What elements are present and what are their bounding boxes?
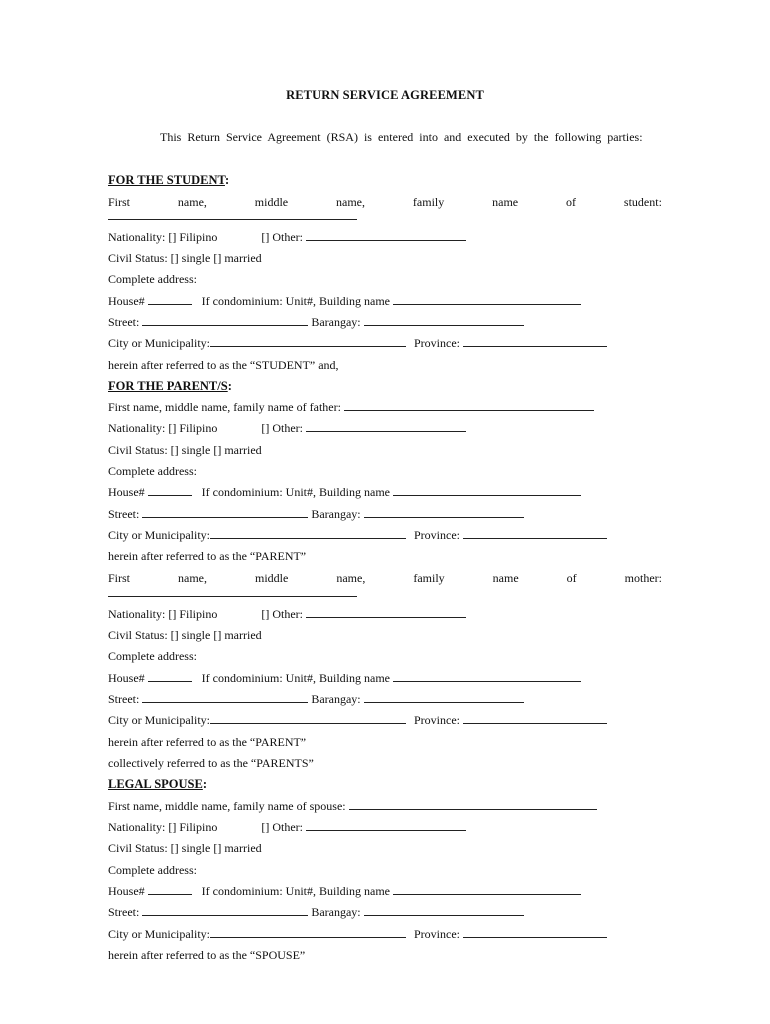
city-field[interactable] bbox=[210, 527, 406, 539]
nationality-other-checkbox[interactable]: [] Other: bbox=[261, 421, 303, 435]
province-field[interactable] bbox=[463, 527, 607, 539]
document-title: RETURN SERVICE AGREEMENT bbox=[286, 88, 484, 102]
nationality-filipino-checkbox[interactable]: Nationality: [] Filipino bbox=[108, 607, 218, 621]
student-civil-status[interactable]: Civil Status: [] single [] married bbox=[108, 251, 262, 265]
nationality-filipino-checkbox[interactable]: Nationality: [] Filipino bbox=[108, 230, 218, 244]
barangay-field[interactable] bbox=[364, 506, 524, 518]
barangay-field[interactable] bbox=[364, 314, 524, 326]
mother-name-word: First bbox=[108, 571, 131, 585]
mother-name-word: mother: bbox=[624, 571, 662, 585]
student-name-word: student: bbox=[623, 195, 662, 209]
father-address-label: Complete address: bbox=[108, 464, 197, 478]
street-label: Street: bbox=[108, 507, 140, 521]
house-label: House# bbox=[108, 294, 145, 308]
parents-section-heading: FOR THE PARENT/S: bbox=[108, 379, 232, 393]
street-field[interactable] bbox=[142, 691, 308, 703]
parents-heading-text: FOR THE PARENT/S bbox=[108, 379, 228, 393]
student-name-word: middle bbox=[254, 195, 289, 209]
spouse-address-label: Complete address: bbox=[108, 863, 197, 877]
father-nationality-row bbox=[108, 420, 466, 436]
building-name-field[interactable] bbox=[393, 670, 581, 682]
nationality-other-checkbox[interactable]: [] Other: bbox=[261, 820, 303, 834]
barangay-label: Barangay: bbox=[311, 315, 361, 329]
city-label: City or Municipality: bbox=[108, 713, 210, 727]
spouse-name-field[interactable] bbox=[349, 798, 597, 810]
house-label: House# bbox=[108, 485, 145, 499]
intro-paragraph: This Return Service Agreement (RSA) is entered into and executed by the following parties: bbox=[160, 130, 643, 144]
city-label: City or Municipality: bbox=[108, 927, 210, 941]
father-name-row bbox=[108, 399, 594, 415]
province-field[interactable] bbox=[463, 926, 607, 938]
father-city-row bbox=[108, 527, 607, 543]
nationality-filipino-checkbox[interactable]: Nationality: [] Filipino bbox=[108, 820, 218, 834]
student-heading-text: FOR THE STUDENT bbox=[108, 173, 225, 187]
student-name-field[interactable] bbox=[108, 219, 357, 220]
city-label: City or Municipality: bbox=[108, 528, 210, 542]
mother-name-word: name, bbox=[336, 571, 366, 585]
parents-collective-text: collectively referred to as the “PARENTS” bbox=[108, 756, 314, 770]
city-label: City or Municipality: bbox=[108, 336, 210, 350]
spouse-city-row bbox=[108, 926, 607, 942]
barangay-label: Barangay: bbox=[311, 692, 361, 706]
barangay-label: Barangay: bbox=[311, 905, 361, 919]
barangay-field[interactable] bbox=[364, 691, 524, 703]
mother-nationality-row bbox=[108, 606, 466, 622]
student-name-word: First bbox=[108, 195, 131, 209]
father-civil-status[interactable]: Civil Status: [] single [] married bbox=[108, 443, 262, 457]
student-referred-text: herein after referred to as the “STUDENT” and, bbox=[108, 358, 339, 372]
province-field[interactable] bbox=[463, 335, 607, 347]
street-label: Street: bbox=[108, 692, 140, 706]
province-label: Province: bbox=[414, 528, 460, 542]
nationality-other-checkbox[interactable]: [] Other: bbox=[261, 230, 303, 244]
nationality-other-field[interactable] bbox=[306, 420, 466, 432]
student-street-row bbox=[108, 314, 524, 330]
condo-label: If condominium: Unit#, Building name bbox=[201, 294, 390, 308]
mother-name-field[interactable] bbox=[108, 596, 357, 597]
building-name-field[interactable] bbox=[393, 484, 581, 496]
mother-address-label: Complete address: bbox=[108, 649, 197, 663]
house-label: House# bbox=[108, 671, 145, 685]
student-name-word: family bbox=[412, 195, 445, 209]
student-house-row bbox=[108, 293, 581, 309]
mother-house-row bbox=[108, 670, 581, 686]
student-name-word: name, bbox=[177, 195, 207, 209]
city-field[interactable] bbox=[210, 712, 406, 724]
street-field[interactable] bbox=[142, 904, 308, 916]
street-label: Street: bbox=[108, 905, 140, 919]
city-field[interactable] bbox=[210, 335, 406, 347]
student-address-label: Complete address: bbox=[108, 272, 197, 286]
mother-name-word: middle bbox=[255, 571, 289, 585]
condo-label: If condominium: Unit#, Building name bbox=[201, 671, 390, 685]
province-label: Province: bbox=[414, 713, 460, 727]
house-label: House# bbox=[108, 884, 145, 898]
father-street-row bbox=[108, 506, 524, 522]
mother-name-word: name bbox=[492, 571, 519, 585]
spouse-name-label: First name, middle name, family name of spouse: bbox=[108, 799, 346, 813]
nationality-other-field[interactable] bbox=[306, 229, 466, 241]
street-label: Street: bbox=[108, 315, 140, 329]
house-field[interactable] bbox=[148, 670, 192, 682]
spouse-name-row bbox=[108, 798, 597, 814]
spouse-nationality-row bbox=[108, 819, 466, 835]
mother-name-word: of bbox=[566, 571, 577, 585]
province-field[interactable] bbox=[463, 712, 607, 724]
spouse-street-row bbox=[108, 904, 524, 920]
father-name-label: First name, middle name, family name of father: bbox=[108, 400, 341, 414]
nationality-other-field[interactable] bbox=[306, 819, 466, 831]
condo-label: If condominium: Unit#, Building name bbox=[201, 485, 390, 499]
mother-street-row bbox=[108, 691, 524, 707]
father-house-row bbox=[108, 484, 581, 500]
mother-name-label bbox=[108, 570, 662, 586]
spouse-house-row bbox=[108, 883, 581, 899]
building-name-field[interactable] bbox=[393, 293, 581, 305]
spouse-referred-text: herein after referred to as the “SPOUSE” bbox=[108, 948, 306, 962]
father-referred-text: herein after referred to as the “PARENT” bbox=[108, 549, 307, 563]
province-label: Province: bbox=[414, 927, 460, 941]
house-field[interactable] bbox=[148, 883, 192, 895]
nationality-filipino-checkbox[interactable]: Nationality: [] Filipino bbox=[108, 421, 218, 435]
condo-label: If condominium: Unit#, Building name bbox=[201, 884, 390, 898]
mother-civil-status[interactable]: Civil Status: [] single [] married bbox=[108, 628, 262, 642]
city-field[interactable] bbox=[210, 926, 406, 938]
student-name-word: name, bbox=[336, 195, 366, 209]
nationality-other-field[interactable] bbox=[306, 606, 466, 618]
nationality-other-checkbox[interactable]: [] Other: bbox=[261, 607, 303, 621]
street-field[interactable] bbox=[142, 314, 308, 326]
mother-city-row bbox=[108, 712, 607, 728]
spouse-heading-text: LEGAL SPOUSE bbox=[108, 777, 203, 791]
building-name-field[interactable] bbox=[393, 883, 581, 895]
barangay-label: Barangay: bbox=[311, 507, 361, 521]
student-city-row bbox=[108, 335, 607, 351]
father-name-field[interactable] bbox=[344, 399, 594, 411]
province-label: Province: bbox=[414, 336, 460, 350]
spouse-section-heading: LEGAL SPOUSE: bbox=[108, 777, 207, 791]
street-field[interactable] bbox=[142, 506, 308, 518]
house-field[interactable] bbox=[148, 484, 192, 496]
barangay-field[interactable] bbox=[364, 904, 524, 916]
student-section-heading: FOR THE STUDENT: bbox=[108, 173, 230, 187]
student-name-word: name bbox=[492, 195, 519, 209]
student-name-word: of bbox=[566, 195, 577, 209]
student-name-label bbox=[108, 194, 662, 210]
mother-referred-text: herein after referred to as the “PARENT” bbox=[108, 735, 307, 749]
student-nationality-row bbox=[108, 229, 466, 245]
spouse-civil-status[interactable]: Civil Status: [] single [] married bbox=[108, 841, 262, 855]
house-field[interactable] bbox=[148, 293, 192, 305]
mother-name-word: name, bbox=[178, 571, 208, 585]
mother-name-word: family bbox=[413, 571, 445, 585]
